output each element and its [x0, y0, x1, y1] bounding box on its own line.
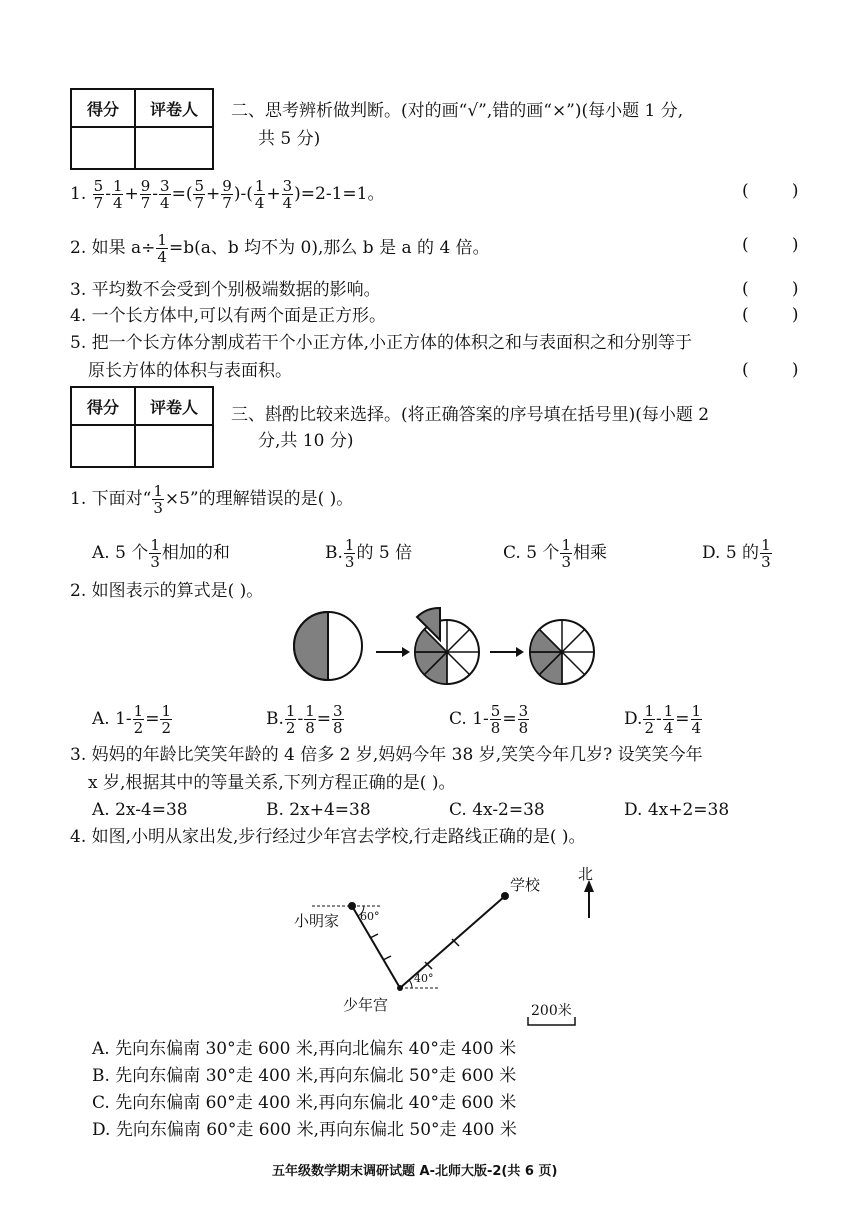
score-cell[interactable] — [71, 127, 135, 169]
fraction: $\frac{9}{7}$ — [140, 177, 151, 212]
grader-cell[interactable] — [135, 127, 213, 169]
palace-label: 少年宫 — [343, 996, 389, 1014]
fraction-circles-figure — [290, 600, 610, 695]
answer-paren-5[interactable]: ( ) — [742, 360, 799, 380]
fraction: $\frac{3}{4}$ — [160, 177, 170, 212]
angle-40-label: 40° — [414, 972, 434, 985]
north-label: 北 — [578, 865, 594, 883]
s2-question-5-line1: 5. 把一个长方体分割成若干个小正方体,小正方体的体积之和与表面积之和分别等于 — [70, 333, 693, 353]
answer-paren-4[interactable]: ( ) — [742, 305, 799, 325]
arrow-right-icon — [376, 647, 410, 657]
answer-paren-3[interactable]: ( ) — [742, 279, 799, 299]
s3-q1-option-c[interactable]: C. 5 个 $\frac{1}{3}$ 相乘 — [503, 536, 607, 571]
section3-title-line2: 分,共 10 分) — [258, 431, 354, 451]
school-label: 学校 — [510, 876, 541, 894]
fraction: $\frac{9}{7}$ — [222, 177, 232, 212]
s3-question-3-line1: 3. 妈妈的年龄比笑笑年龄的 4 倍多 2 岁,妈妈今年 38 岁,笑笑今年几岁? 设笑笑今年 — [70, 745, 703, 765]
score-table-section2 — [70, 88, 214, 170]
section3-title-line1: 三、斟酌比较来选择。(将正确答案的序号填在括号里)(每小题 2 — [231, 405, 710, 425]
s2-question-4: 4. 一个长方体中,可以有两个面是正方形。 — [70, 306, 387, 326]
s3-q1-option-a[interactable]: A. 5 个 $\frac{1}{3}$ 相加的和 — [92, 536, 230, 571]
s3-q3-option-a[interactable]: A. 2x-4=38 — [92, 800, 188, 820]
grader-header: 评卷人 — [135, 89, 213, 127]
fraction: $\frac{1}{4}$ — [254, 177, 265, 212]
s3-q2-option-c[interactable]: C. 1- $\frac{5}{8}$ = $\frac{3}{8}$ — [449, 702, 529, 737]
s2-question-2: 2. 如果 a÷ $\frac{1}{4}$ =b(a、b 均不为 0),那么 b 是 a 的 4 倍。 — [70, 231, 490, 266]
answer-paren-2[interactable]: ( ) — [742, 235, 799, 255]
half-circle — [294, 612, 362, 680]
s3-q3-option-d[interactable]: D. 4x+2=38 — [624, 800, 730, 820]
answer-paren-1[interactable]: ( ) — [742, 181, 799, 201]
s3-q1-option-d[interactable]: D. 5 的 $\frac{1}{3}$ — [702, 536, 771, 571]
page-footer: 五年级数学期末调研试题 A-北师大版-2(共 6 页) — [272, 1164, 558, 1179]
s3-q3-option-b[interactable]: B. 2x+4=38 — [266, 800, 371, 820]
fraction: $\frac{1}{3}$ — [153, 482, 163, 517]
angle-60-label: 60° — [360, 910, 380, 923]
s3-q3-option-c[interactable]: C. 4x-2=38 — [449, 800, 545, 820]
s3-q2-option-d[interactable]: D. $\frac{1}{2}$ - $\frac{1}{4}$ = $\frac{1}{4}$ — [624, 702, 702, 737]
fraction: $\frac{1}{4}$ — [157, 231, 167, 266]
eighths-circle — [530, 620, 594, 684]
score-cell[interactable] — [71, 425, 135, 467]
eighths-circle-with-removed-piece — [415, 608, 479, 684]
fraction: $\frac{5}{7}$ — [194, 177, 205, 212]
s3-q2-option-a[interactable]: A. 1- $\frac{1}{2}$ = $\frac{1}{2}$ — [92, 702, 171, 737]
home-label: 小明家 — [294, 912, 340, 930]
s2-question-3: 3. 平均数不会受到个别极端数据的影响。 — [70, 280, 381, 300]
section2-title-line2: 共 5 分) — [258, 129, 321, 149]
section2-title-line1: 二、思考辨析做判断。(对的画“√”,错的画“×”)(每小题 1 分, — [231, 101, 684, 121]
scale-label: 200米 — [531, 1003, 572, 1019]
s3-q4-option-b[interactable]: B. 先向东偏南 30°走 400 米,再向东偏北 50°走 600 米 — [92, 1066, 517, 1086]
s2-question-5-line2: 原长方体的体积与表面积。 — [88, 361, 292, 381]
score-header: 得分 — [71, 89, 135, 127]
s3-q1-option-b[interactable]: B. $\frac{1}{3}$ 的 5 倍 — [325, 536, 413, 571]
arrow-right-icon — [490, 647, 524, 657]
s3-question-2: 2. 如图表示的算式是( )。 — [70, 581, 264, 601]
s3-q4-option-a[interactable]: A. 先向东偏南 30°走 600 米,再向北偏东 40°走 400 米 — [92, 1039, 517, 1059]
grader-header: 评卷人 — [135, 387, 213, 425]
s3-question-3-line2: x 岁,根据其中的等量关系,下列方程正确的是( )。 — [88, 773, 456, 793]
s3-q4-option-c[interactable]: C. 先向东偏南 60°走 400 米,再向东偏北 40°走 600 米 — [92, 1093, 517, 1113]
s3-question-4: 4. 如图,小明从家出发,步行经过少年宫去学校,行走路线正确的是( )。 — [70, 827, 586, 847]
fraction: $\frac{1}{4}$ — [112, 177, 123, 212]
s3-question-1: 1. 下面对“ $\frac{1}{3}$ ×5”的理解错误的是( )。 — [70, 482, 354, 517]
score-header: 得分 — [71, 387, 135, 425]
fraction: $\frac{3}{4}$ — [282, 177, 293, 212]
score-table-section3 — [70, 386, 214, 468]
s3-q4-option-d[interactable]: D. 先向东偏南 60°走 600 米,再向东偏北 50°走 400 米 — [92, 1120, 517, 1140]
s3-q2-option-b[interactable]: B. $\frac{1}{2}$ - $\frac{1}{8}$ = $\frac{3}{8}$ — [266, 702, 343, 737]
s2-question-1: 1. $\frac{5}{7}$ - $\frac{1}{4}$ + $\frac{9}{7}$ - $\frac{3}{4}$ =( $\frac{5}{7}$ + $\frac{9}{7}$ )-( $\frac{1}{4}$ + $\frac{3}{4}$ )=2-1=1。 — [70, 177, 385, 212]
fraction: $\frac{5}{7}$ — [93, 177, 104, 212]
grader-cell[interactable] — [135, 425, 213, 467]
